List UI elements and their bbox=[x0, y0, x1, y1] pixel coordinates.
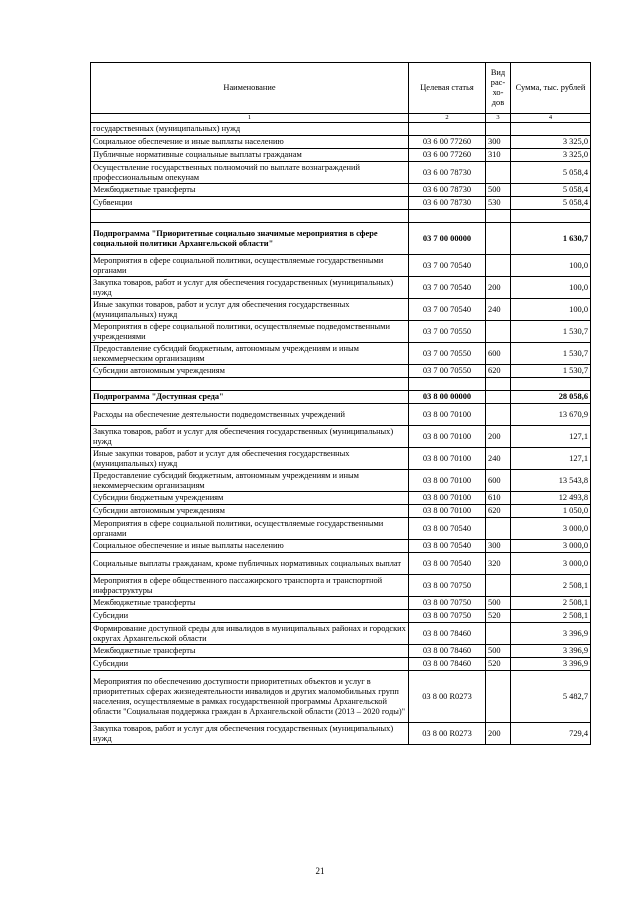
cell-name bbox=[91, 378, 409, 391]
cell-sum: 1 050,0 bbox=[511, 505, 591, 518]
cell-name: Публичные нормативные социальные выплаты гражданам bbox=[91, 149, 409, 162]
cell-type bbox=[486, 671, 511, 723]
table-row bbox=[91, 136, 591, 149]
cell-type: 600 bbox=[486, 470, 511, 492]
cell-name: Субсидии bbox=[91, 610, 409, 623]
header-type: Вид рас- хо- дов bbox=[486, 63, 511, 114]
cell-code: 03 8 00 78460 bbox=[409, 645, 486, 658]
cell-name: Межбюджетные трансферты bbox=[91, 184, 409, 197]
cell-code: 03 8 00 00000 bbox=[409, 391, 486, 404]
spacer-row bbox=[91, 378, 591, 391]
budget-table bbox=[90, 62, 591, 745]
cell-sum bbox=[511, 210, 591, 223]
cell-name: Социальное обеспечение и иные выплаты населению bbox=[91, 136, 409, 149]
spacer-row bbox=[91, 210, 591, 223]
cell-sum: 729,4 bbox=[511, 723, 591, 745]
table-row bbox=[91, 518, 591, 540]
table-row bbox=[91, 365, 591, 378]
table-row bbox=[91, 404, 591, 426]
cell-sum: 5 058,4 bbox=[511, 162, 591, 184]
cell-sum: 3 396,9 bbox=[511, 623, 591, 645]
cell-code: 03 8 00 70100 bbox=[409, 505, 486, 518]
cell-name: государственных (муниципальных) нужд bbox=[91, 123, 409, 136]
cell-code: 03 7 00 70550 bbox=[409, 321, 486, 343]
cell-sum: 127,1 bbox=[511, 426, 591, 448]
cell-code bbox=[409, 210, 486, 223]
cell-type: 300 bbox=[486, 540, 511, 553]
cell-code: 03 8 00 R0273 bbox=[409, 723, 486, 745]
cell-type bbox=[486, 210, 511, 223]
cell-type bbox=[486, 223, 511, 255]
table-row bbox=[91, 426, 591, 448]
column-number: 2 bbox=[409, 114, 486, 123]
cell-sum: 1 530,7 bbox=[511, 321, 591, 343]
cell-code: 03 8 00 70540 bbox=[409, 540, 486, 553]
cell-type: 500 bbox=[486, 597, 511, 610]
cell-name: Мероприятия в сфере общественного пассажирского транспорта и транспортной инфраструктуры bbox=[91, 575, 409, 597]
column-number: 1 bbox=[91, 114, 409, 123]
cell-name: Социальные выплаты гражданам, кроме публичных нормативных социальных выплат bbox=[91, 553, 409, 575]
table-row bbox=[91, 123, 591, 136]
cell-name: Мероприятия в сфере социальной политики, осуществляемые подведомственными учреждениями bbox=[91, 321, 409, 343]
cell-sum: 100,0 bbox=[511, 299, 591, 321]
cell-type: 200 bbox=[486, 426, 511, 448]
table-row bbox=[91, 575, 591, 597]
cell-name: Иные закупки товаров, работ и услуг для обеспечения государственных (муниципальных) нужд bbox=[91, 299, 409, 321]
cell-name: Субсидии бюджетным учреждениям bbox=[91, 492, 409, 505]
cell-sum: 3 325,0 bbox=[511, 149, 591, 162]
cell-code bbox=[409, 378, 486, 391]
cell-code: 03 8 00 70100 bbox=[409, 426, 486, 448]
cell-type: 240 bbox=[486, 448, 511, 470]
cell-name: Мероприятия в сфере социальной политики, осуществляемые государственными органами bbox=[91, 518, 409, 540]
cell-name: Осуществление государственных полномочий по выплате вознаграждений профессиональным опекунам bbox=[91, 162, 409, 184]
column-number-row bbox=[91, 114, 591, 123]
cell-code: 03 8 00 70750 bbox=[409, 610, 486, 623]
cell-type bbox=[486, 123, 511, 136]
cell-sum: 2 508,1 bbox=[511, 597, 591, 610]
table-row bbox=[91, 197, 591, 210]
cell-sum: 28 058,6 bbox=[511, 391, 591, 404]
cell-code: 03 7 00 00000 bbox=[409, 223, 486, 255]
cell-name bbox=[91, 210, 409, 223]
cell-code: 03 7 00 70550 bbox=[409, 365, 486, 378]
table-row bbox=[91, 162, 591, 184]
cell-name: Мероприятия в сфере социальной политики, осуществляемые государственными органами bbox=[91, 255, 409, 277]
table-row bbox=[91, 149, 591, 162]
cell-name: Межбюджетные трансферты bbox=[91, 597, 409, 610]
cell-name: Социальное обеспечение и иные выплаты населению bbox=[91, 540, 409, 553]
cell-name: Расходы на обеспечение деятельности подведомственных учреждений bbox=[91, 404, 409, 426]
cell-name: Субсидии bbox=[91, 658, 409, 671]
cell-sum bbox=[511, 123, 591, 136]
cell-type bbox=[486, 518, 511, 540]
table-row bbox=[91, 184, 591, 197]
table-row bbox=[91, 623, 591, 645]
cell-type: 310 bbox=[486, 149, 511, 162]
table-row bbox=[91, 255, 591, 277]
table-row bbox=[91, 505, 591, 518]
cell-sum: 2 508,1 bbox=[511, 610, 591, 623]
header-name: Наименование bbox=[91, 63, 409, 114]
column-number: 3 bbox=[486, 114, 511, 123]
cell-sum: 3 325,0 bbox=[511, 136, 591, 149]
cell-code: 03 8 00 70100 bbox=[409, 470, 486, 492]
header-code: Целевая статья bbox=[409, 63, 486, 114]
cell-sum: 3 000,0 bbox=[511, 553, 591, 575]
cell-code: 03 8 00 70100 bbox=[409, 404, 486, 426]
cell-name: Иные закупки товаров, работ и услуг для обеспечения государственных (муниципальных) нужд bbox=[91, 448, 409, 470]
subprogram-row bbox=[91, 391, 591, 404]
cell-code: 03 8 00 70750 bbox=[409, 575, 486, 597]
cell-code: 03 8 00 78460 bbox=[409, 658, 486, 671]
cell-type bbox=[486, 255, 511, 277]
cell-name: Субсидии автономным учреждениям bbox=[91, 365, 409, 378]
cell-type bbox=[486, 404, 511, 426]
table-row bbox=[91, 597, 591, 610]
table-row bbox=[91, 343, 591, 365]
cell-sum: 3 000,0 bbox=[511, 540, 591, 553]
cell-type: 520 bbox=[486, 658, 511, 671]
table-row bbox=[91, 553, 591, 575]
table-row bbox=[91, 470, 591, 492]
cell-code: 03 7 00 70540 bbox=[409, 299, 486, 321]
table-row bbox=[91, 299, 591, 321]
cell-name: Предоставление субсидий бюджетным, автономным учреждениям и иным некоммерческим организациям bbox=[91, 470, 409, 492]
cell-code: 03 8 00 70100 bbox=[409, 448, 486, 470]
cell-code: 03 8 00 R0273 bbox=[409, 671, 486, 723]
cell-sum: 127,1 bbox=[511, 448, 591, 470]
cell-type: 520 bbox=[486, 610, 511, 623]
cell-name: Мероприятия по обеспечению доступности приоритетных объектов и услуг в приоритетных сферах жизнедеятельности инвалидов и других маломобильных групп населения, осуществляемые в рамках государственной программы Архангельской области "Социальная поддержка граждан в Архангельской области (2013 – 2020 годы)" bbox=[91, 671, 409, 723]
cell-sum: 2 508,1 bbox=[511, 575, 591, 597]
cell-type bbox=[486, 391, 511, 404]
cell-type: 600 bbox=[486, 343, 511, 365]
cell-code: 03 6 00 78730 bbox=[409, 197, 486, 210]
cell-sum: 12 493,8 bbox=[511, 492, 591, 505]
cell-type: 610 bbox=[486, 492, 511, 505]
table-row bbox=[91, 321, 591, 343]
cell-type: 200 bbox=[486, 723, 511, 745]
cell-type: 320 bbox=[486, 553, 511, 575]
cell-sum: 5 058,4 bbox=[511, 184, 591, 197]
cell-code: 03 6 00 77260 bbox=[409, 149, 486, 162]
cell-code: 03 7 00 70540 bbox=[409, 277, 486, 299]
table-row bbox=[91, 540, 591, 553]
cell-type: 500 bbox=[486, 184, 511, 197]
cell-type bbox=[486, 321, 511, 343]
cell-name: Субвенции bbox=[91, 197, 409, 210]
cell-sum: 1 530,7 bbox=[511, 343, 591, 365]
table-body bbox=[91, 123, 591, 745]
table-row bbox=[91, 277, 591, 299]
cell-code: 03 6 00 77260 bbox=[409, 136, 486, 149]
cell-sum: 13 670,9 bbox=[511, 404, 591, 426]
cell-code: 03 7 00 70540 bbox=[409, 255, 486, 277]
cell-type bbox=[486, 623, 511, 645]
cell-name: Формирование доступной среды для инвалидов в муниципальных районах и городских округах Архангельской области bbox=[91, 623, 409, 645]
cell-sum: 100,0 bbox=[511, 255, 591, 277]
cell-sum: 1 630,7 bbox=[511, 223, 591, 255]
cell-code: 03 8 00 70750 bbox=[409, 597, 486, 610]
cell-name: Подпрограмма "Доступная среда" bbox=[91, 391, 409, 404]
cell-type: 500 bbox=[486, 645, 511, 658]
cell-sum: 13 543,8 bbox=[511, 470, 591, 492]
cell-code: 03 6 00 78730 bbox=[409, 162, 486, 184]
cell-sum: 5 482,7 bbox=[511, 671, 591, 723]
table-row bbox=[91, 492, 591, 505]
table-row bbox=[91, 645, 591, 658]
cell-type: 200 bbox=[486, 277, 511, 299]
subprogram-row bbox=[91, 223, 591, 255]
cell-sum: 100,0 bbox=[511, 277, 591, 299]
cell-code: 03 7 00 70550 bbox=[409, 343, 486, 365]
cell-name: Закупка товаров, работ и услуг для обеспечения государственных (муниципальных) нужд bbox=[91, 277, 409, 299]
cell-type: 300 bbox=[486, 136, 511, 149]
cell-code: 03 8 00 70540 bbox=[409, 553, 486, 575]
column-number: 4 bbox=[511, 114, 591, 123]
table-row bbox=[91, 610, 591, 623]
table-row bbox=[91, 448, 591, 470]
cell-name: Субсидии автономным учреждениям bbox=[91, 505, 409, 518]
cell-type: 530 bbox=[486, 197, 511, 210]
cell-type bbox=[486, 162, 511, 184]
table-row bbox=[91, 671, 591, 723]
header-sum: Сумма, тыс. рублей bbox=[511, 63, 591, 114]
cell-sum bbox=[511, 378, 591, 391]
cell-name: Закупка товаров, работ и услуг для обеспечения государственных (муниципальных) нужд bbox=[91, 723, 409, 745]
cell-type: 620 bbox=[486, 505, 511, 518]
cell-name: Предоставление субсидий бюджетным, автономным учреждениям и иным некоммерческим организациям bbox=[91, 343, 409, 365]
table-row bbox=[91, 723, 591, 745]
cell-sum: 3 396,9 bbox=[511, 645, 591, 658]
table-row bbox=[91, 658, 591, 671]
cell-type: 620 bbox=[486, 365, 511, 378]
cell-sum: 3 396,9 bbox=[511, 658, 591, 671]
cell-name: Подпрограмма "Приоритетные социально значимые мероприятия в сфере социальной политики Архангельской области" bbox=[91, 223, 409, 255]
cell-sum: 5 058,4 bbox=[511, 197, 591, 210]
cell-sum: 1 530,7 bbox=[511, 365, 591, 378]
cell-sum: 3 000,0 bbox=[511, 518, 591, 540]
cell-code: 03 8 00 70100 bbox=[409, 492, 486, 505]
cell-name: Закупка товаров, работ и услуг для обеспечения государственных (муниципальных) нужд bbox=[91, 426, 409, 448]
cell-code bbox=[409, 123, 486, 136]
cell-name: Межбюджетные трансферты bbox=[91, 645, 409, 658]
cell-type bbox=[486, 575, 511, 597]
cell-code: 03 8 00 70540 bbox=[409, 518, 486, 540]
cell-code: 03 8 00 78460 bbox=[409, 623, 486, 645]
header-row bbox=[91, 63, 591, 114]
cell-type: 240 bbox=[486, 299, 511, 321]
page-number: 21 bbox=[315, 866, 325, 876]
cell-code: 03 6 00 78730 bbox=[409, 184, 486, 197]
cell-type bbox=[486, 378, 511, 391]
